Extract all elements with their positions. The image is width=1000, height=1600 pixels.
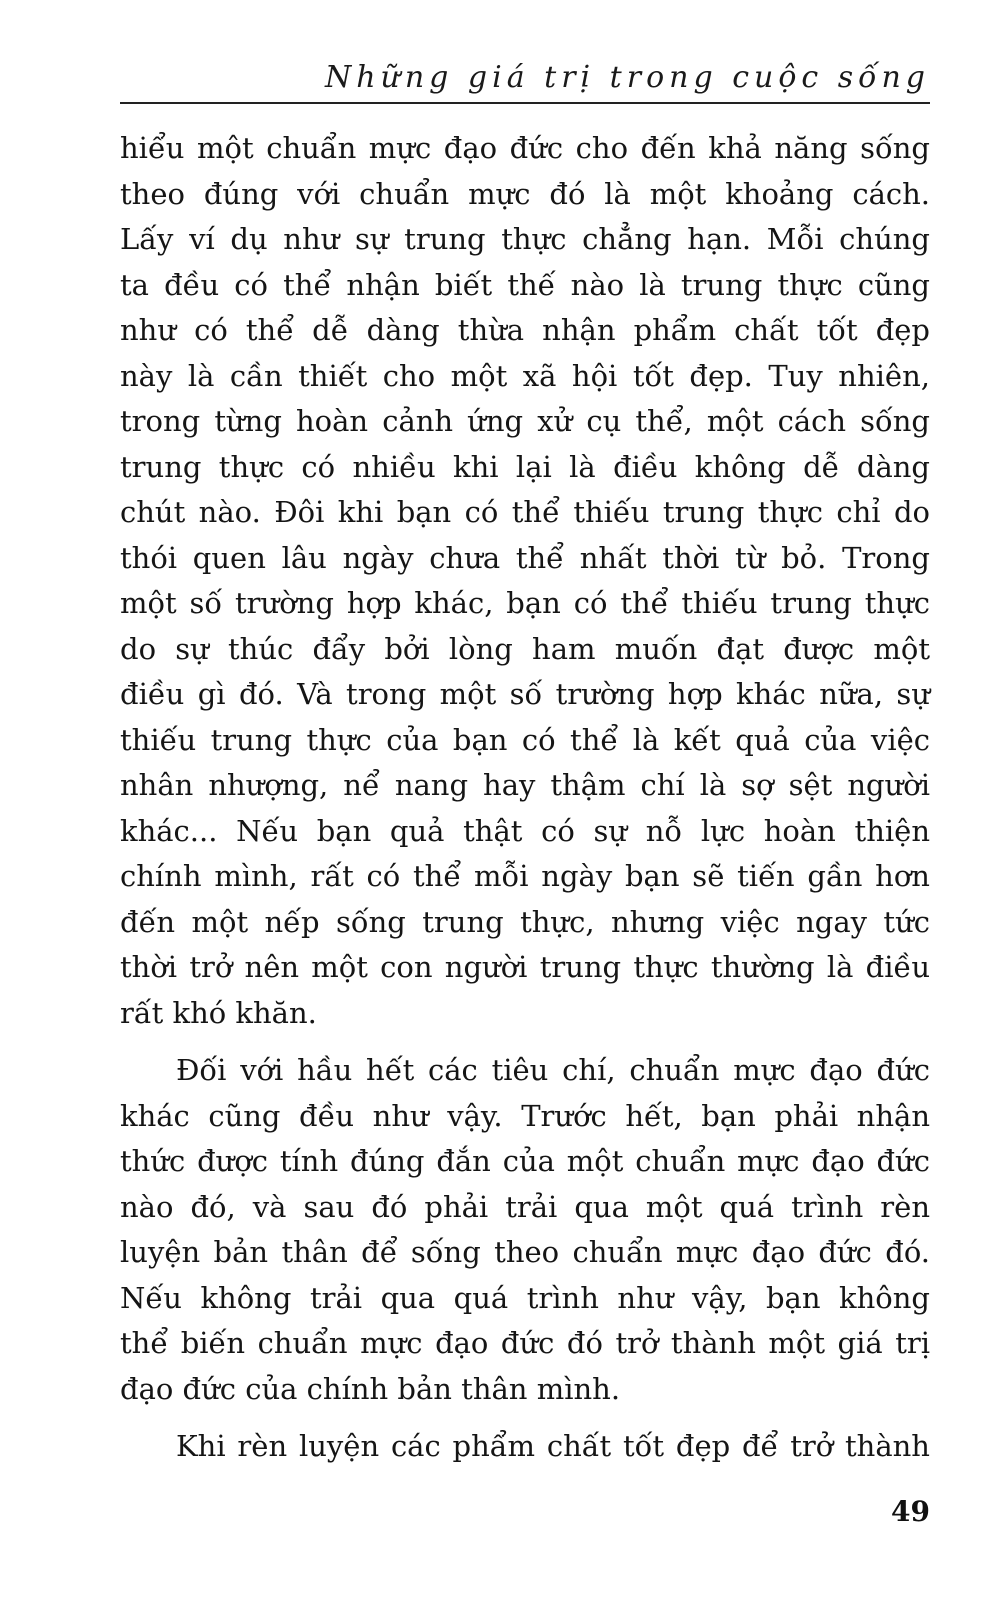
text-line: đạo đức của chính bản thân mình. (120, 1371, 621, 1406)
text-line: Khi rèn luyện các phẩm chất tốt đẹp để trở thành (176, 1429, 930, 1463)
text-line: này là cần thiết cho một xã hội tốt đẹp. Tuy nhiên, (120, 358, 930, 393)
text-line: thói quen lâu ngày chưa thể nhất thời từ bỏ. Trong (120, 540, 930, 575)
text-line: nhân nhượng, nể nang hay thậm chí là sợ sệt người (120, 768, 930, 802)
text-line: do sự thúc đẩy bởi lòng ham muốn đạt được một (120, 631, 930, 666)
running-header: Những giá trị trong cuộc sống (324, 60, 930, 95)
text-line: Đối với hầu hết các tiêu chí, chuẩn mực đạo đức (176, 1053, 930, 1087)
text-line: thiếu trung thực của bạn có thể là kết quả của việc (120, 722, 930, 757)
text-line: đến một nếp sống trung thực, nhưng việc ngay tức (120, 904, 930, 939)
text-line: rất khó khăn. (120, 995, 317, 1030)
text-line: thể biến chuẩn mực đạo đức đó trở thành một giá trị (120, 1326, 930, 1360)
paragraph-3 (120, 1424, 930, 1470)
text-line: theo đúng với chuẩn mực đó là một khoảng cách. (120, 176, 930, 211)
paragraph-2 (120, 1048, 930, 1412)
text-line: ta đều có thể nhận biết thế nào là trung thực cũng (120, 267, 930, 302)
text-line: Lấy ví dụ như sự trung thực chẳng hạn. Mỗi chúng (120, 222, 930, 256)
text-line: nào đó, và sau đó phải trải qua một quá trình rèn (120, 1189, 930, 1224)
text-line: thời trở nên một con người trung thực thường là điều (120, 950, 930, 984)
text-line: luyện bản thân để sống theo chuẩn mực đạo đức đó. (120, 1235, 930, 1269)
text-line: khác... Nếu bạn quả thật có sự nỗ lực hoàn thiện (120, 813, 930, 848)
text-line: trung thực có nhiều khi lại là điều không dễ dàng (120, 449, 930, 484)
text-line: thức được tính đúng đắn của một chuẩn mực đạo đức (120, 1144, 930, 1178)
text-line: như có thể dễ dàng thừa nhận phẩm chất tốt đẹp (120, 313, 930, 347)
text-line: Nếu không trải qua quá trình như vậy, bạn không (120, 1280, 930, 1315)
header-rule (120, 102, 930, 104)
text-line: hiểu một chuẩn mực đạo đức cho đến khả năng sống (120, 131, 930, 165)
text-line: điều gì đó. Và trong một số trường hợp khác nữa, sự (120, 677, 930, 711)
page-number: 49 (891, 1495, 930, 1528)
text-line: trong từng hoàn cảnh ứng xử cụ thể, một cách sống (120, 404, 930, 438)
text-line: chính mình, rất có thể mỗi ngày bạn sẽ tiến gần hơn (120, 859, 930, 893)
body-text (120, 126, 930, 1482)
paragraph-1 (120, 126, 930, 1036)
text-line: một số trường hợp khác, bạn có thể thiếu trung thực (120, 586, 930, 620)
text-line: chút nào. Đôi khi bạn có thể thiếu trung thực chỉ do (120, 495, 930, 529)
text-line: khác cũng đều như vậy. Trước hết, bạn phải nhận (120, 1098, 930, 1133)
